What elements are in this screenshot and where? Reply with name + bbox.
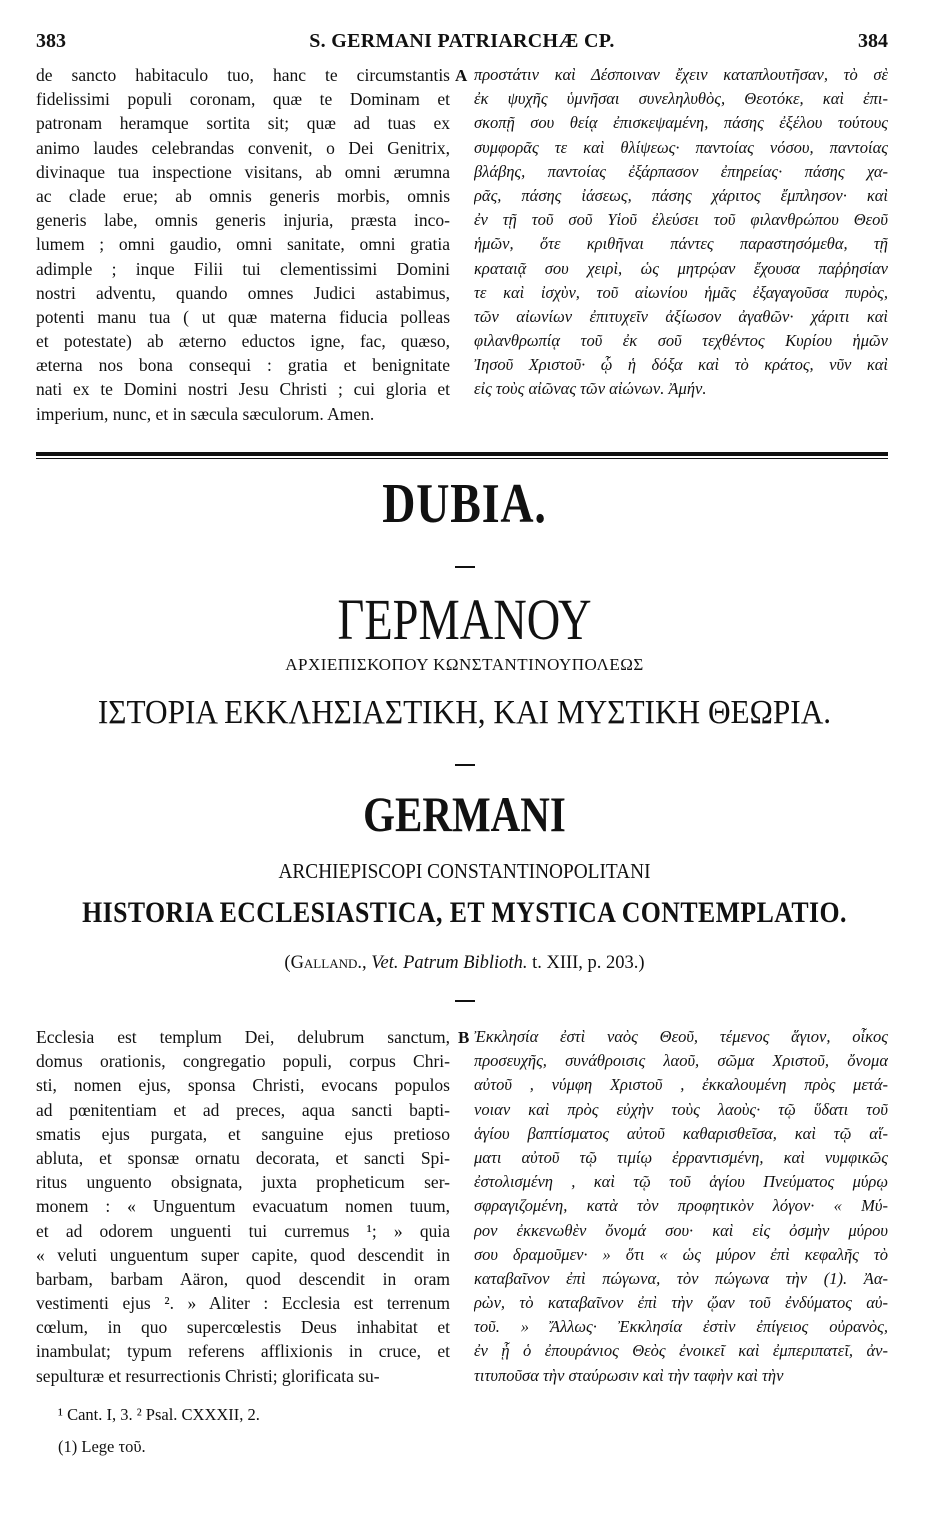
text-line: ἐστολισμένη , καὶ τῷ τοῦ ἁγίου Πνεύματος μύρῳ xyxy=(474,1172,888,1192)
footnote-greek: (1) Lege τοῦ. xyxy=(58,1437,146,1456)
text-line: ἐκ ψυχῆς ὑμνῆσαι συνεληλυθὸς, Θεοτόκε, καὶ ἐπι- xyxy=(474,89,888,109)
source-author: Galland. xyxy=(290,953,362,973)
text-line: τῶν αἰωνίων ἐπιτυχεῖν ἀξίωσον ἀγαθῶν· χάριτι καὶ xyxy=(474,306,888,326)
running-header xyxy=(36,30,888,56)
text-line: Ecclesia est templum Dei, delubrum sanctum, xyxy=(36,1027,450,1047)
text-line: προσευχῆς, συνάθροισις λαοῦ, σῶμα Χριστοῦ, ὄνομα xyxy=(474,1051,888,1071)
text-line: divinaque tua inspectione visitans, ab omni ærumna xyxy=(36,161,450,182)
column-marker-b: B xyxy=(458,1028,470,1047)
text-line: de sancto habitaculo tuo, hanc te circumstantis xyxy=(36,65,450,85)
dubia-heading: DUBIA. xyxy=(382,473,547,535)
greek-office-heading: ΑΡΧΙΕΠΙΣΚΟΠΟΥ ΚΩΝΣΤΑΝΤΙΝΟΥΠΟΛΕΩΣ xyxy=(285,655,644,674)
running-title: S. GERMANI PATRIARCHÆ CP. xyxy=(309,30,615,52)
text-line: ritus unguento obsignata, juxta propheticum ser- xyxy=(36,1172,450,1193)
text-line: ἐν τῇ τοῦ σοῦ Υἱοῦ ἐλεύσει τοῦ φιλανθρώπου Θεοῦ xyxy=(474,210,888,230)
section-divider xyxy=(36,452,888,456)
text-line: inambulat; typum referens afflixionis in cruce, et xyxy=(36,1341,450,1362)
text-line: καταβαῖνον ἐπὶ πώγωνα, τὸν πώγωνα τὴν (1). Ἀα- xyxy=(474,1268,888,1288)
text-line: et ad odorem unguenti tui curremus ¹; » quia xyxy=(36,1220,450,1241)
text-line: προστάτιν καὶ Δέσποιναν ἔχειν καταπλουτῆσαν, τὸ σὲ xyxy=(474,65,888,84)
text-line: τε καὶ ἰσχὺν, τοῦ αἰωνίου ἡμᾶς ἐξαγαγοῦσα πυρὸς, xyxy=(474,282,888,302)
dash-divider xyxy=(455,764,475,766)
text-line: συμφορᾶς τε καὶ θλίψεως· παντοίας νόσου, παντοίας xyxy=(474,137,888,157)
text-line: adimple ; inque Filii tui clementissimi Domini xyxy=(36,258,450,279)
text-line: ἡμῶν, ὅτε κριθῆναι πάντες παραστησόμεθα, τῇ xyxy=(474,234,888,254)
text-line: ἁγίου βαπτίσματος αὐτοῦ καθαρισθεῖσα, καὶ τῷ αἵ- xyxy=(474,1123,888,1143)
text-line: generis labe, omnis generis injuria, præsta inco- xyxy=(36,210,450,231)
greek-author-heading: ΓΕΡΜΑΝΟΥ xyxy=(337,587,592,652)
source-reference: (Galland., Vet. Patrum Biblioth. t. XIII, p. 203.) xyxy=(284,953,645,973)
text-line: σου δραμοῦμεν· » ὅτι « ὡς μύρον ἐπὶ κεφαλῆς τὸ xyxy=(474,1244,888,1264)
page-number-right: 384 xyxy=(858,30,888,52)
text-line: patronam heramque sortita sit; quæ ad tuas ex xyxy=(36,113,450,134)
text-line: æterna nos bona consequi : gratia et benignitate xyxy=(36,355,450,376)
text-line: potenti manu tua ( ut quæ materna fiducia polleas xyxy=(36,306,450,327)
text-line: ματι αὐτοῦ τῷ τιμίῳ ἐρραντισμένη, καὶ νυμφικῶς xyxy=(474,1147,888,1167)
text-line: ἐν ᾗ ὁ ἐπουράνιος Θεὸς ἐνοικεῖ καὶ ἐμπεριπατεῖ, ἀν- xyxy=(474,1341,888,1361)
text-line: barbam, barbam Aäron, quod descendit in oram xyxy=(36,1268,450,1289)
section-divider-thin xyxy=(36,458,888,459)
column-marker-a: A xyxy=(455,66,468,85)
text-line: τιτυποῦσα τὴν σταύρωσιν καὶ τὴν ταφὴν καὶ τὴν xyxy=(474,1365,784,1385)
text-line: sepulturæ et resurrectionis Christi; glorificata su- xyxy=(36,1365,380,1386)
top-latin-column xyxy=(36,63,450,426)
text-line: smatis ejus purgata, et sanguine ejus pretioso xyxy=(36,1123,450,1144)
text-line: cœlum, in quo supercœlestis Deus inhabitat et xyxy=(36,1317,450,1338)
bottom-greek-column xyxy=(474,1025,888,1388)
text-line: ρὼν, τὸ καταβαῖνον ἐπὶ τὴν ᾤαν τοῦ ἐνδύματος αὐ- xyxy=(474,1293,888,1313)
top-greek-column xyxy=(474,63,888,402)
text-line: αὐτοῦ , νύμφη Χριστοῦ , ἐκκαλουμένη πρὸς μετά- xyxy=(474,1075,888,1095)
text-line: nati ex te Domini nostri Jesu Christi ; cui gloria et xyxy=(36,379,450,400)
text-line: domus orationis, congregatio populi, corpus Chri- xyxy=(36,1051,450,1072)
latin-office-heading: ARCHIEPISCOPI CONSTANTINOPOLITANI xyxy=(278,859,651,883)
text-line: nostri adventu, quando omnes Judici astabimus, xyxy=(36,282,450,303)
greek-work-heading: ΙΣΤΟΡΙΑ ΕΚΚΛΗΣΙΑΣΤΙΚΗ, ΚΑΙ ΜΥΣΤΙΚΗ ΘΕΩΡΙΑ. xyxy=(97,694,832,731)
page-number-left: 383 xyxy=(36,30,66,52)
footnote-scripture: ¹ Cant. I, 3. ² Psal. CXXXII, 2. xyxy=(58,1405,260,1424)
text-line: ac clade erue; ab omnis generis morbis, omnis xyxy=(36,185,450,206)
text-line: ad pœnitentiam et ad preces, aqua sancti bapti- xyxy=(36,1099,450,1120)
text-line: Ἰησοῦ Χριστοῦ· ᾧ ἡ δόξα καὶ τὸ κράτος, νῦν καὶ xyxy=(474,355,888,375)
latin-author-heading: GERMANI xyxy=(363,786,566,842)
text-line: φιλανθρωπίᾳ τοῦ ἐκ σοῦ τεχθέντος Κυρίου ἡμῶν xyxy=(474,331,888,351)
text-line: σφραγιζομένη, κατὰ τὸν προφητικὸν λόγον· « Μύ- xyxy=(474,1196,888,1216)
text-line: σκοπῇ σου θείᾳ ἐπισκεψαμένη, πάσης ἐξέλου τούτους xyxy=(474,113,888,133)
dash-divider xyxy=(455,1000,475,1002)
text-line: animo laudes celebrandas convenit, o Dei Genitrix, xyxy=(36,137,450,158)
text-line: νοιαν καὶ πρὸς εὐχὴν τοὺς λαοὺς· τῷ ὕδατι τοῦ xyxy=(474,1099,888,1119)
text-line: imperium, nunc, et in sæcula sæculorum. Amen. xyxy=(36,403,375,424)
dash-divider xyxy=(455,566,475,568)
text-line: βλάβης, παντοίας ἐξάρπασον ἐπηρείας· πάσης χα- xyxy=(474,161,888,181)
text-line: ρᾶς, πάσης ἰάσεως, πάσης χάριτος ἔμπλησον· καὶ xyxy=(474,185,888,205)
text-line: τοῦ. » Ἄλλως· Ἐκκλησία ἐστὶν ἐπίγειος οὐρανὸς, xyxy=(474,1317,888,1337)
text-line: εἰς τοὺς αἰῶνας τῶν αἰώνων. Ἀμήν. xyxy=(474,379,707,399)
text-line: Ἐκκλησία ἐστὶ ναὸς Θεοῦ, τέμενος ἅγιον, οἶκος xyxy=(474,1027,888,1046)
text-line: lumem ; omni gaudio, omni sanitate, omni gratia xyxy=(36,234,450,255)
text-line: fidelissimi populi coronam, quæ te Dominam et xyxy=(36,89,450,110)
text-line: « veluti unguentum super capite, quod descendit in xyxy=(36,1244,450,1265)
text-line: κραταιᾷ σου χειρὶ, ὡς μητρῴαν ἔχουσα παῤῥησίαν xyxy=(474,258,888,278)
bottom-latin-column xyxy=(36,1025,450,1388)
text-line: monem : « Unguentum evacuatum nomen tuum, xyxy=(36,1196,450,1217)
latin-work-heading: HISTORIA ECCLESIASTICA, ET MYSTICA CONTEMPLATIO. xyxy=(82,896,847,929)
source-work: Vet. Patrum Biblioth. xyxy=(371,953,528,973)
text-line: vestimenti ejus ². » Aliter : Ecclesia est terrenum xyxy=(36,1293,450,1314)
text-line: sti, nomen ejus, sponsa Christi, evocans populos xyxy=(36,1075,450,1096)
text-line: et potestate) ab æterno eductos igne, fac, quæso, xyxy=(36,331,450,352)
text-line: abluta, et sponsæ ornatu decorata, et sancti Spi- xyxy=(36,1147,450,1168)
text-line: ρον ἐκκενωθὲν ὄνομά σου· καὶ εἰς ὀσμὴν μύρου xyxy=(474,1220,888,1240)
